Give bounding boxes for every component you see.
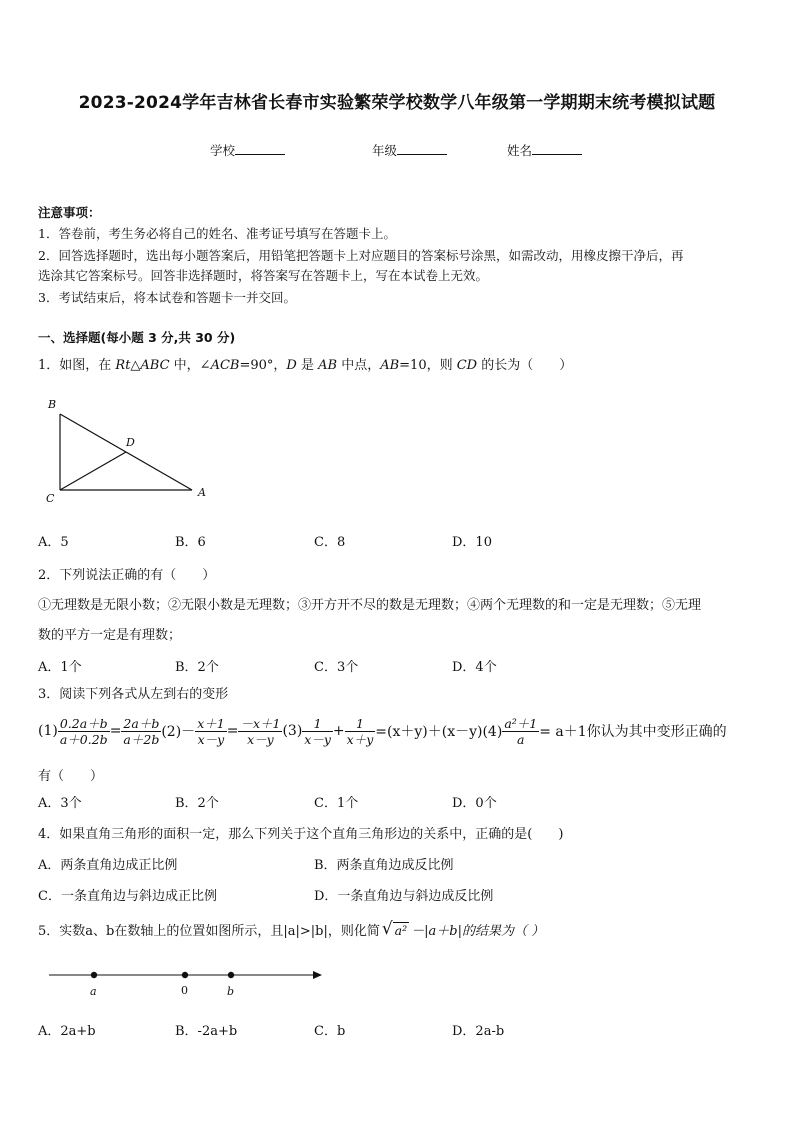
label-a: A	[198, 486, 206, 499]
q3-option-b[interactable]: B．2个	[175, 796, 219, 811]
q3-tail: 有（ ）	[38, 769, 104, 784]
q3-fraction-4	[238, 716, 282, 747]
q1-var: Rt△ABC	[115, 358, 170, 373]
q1-var: AB	[318, 358, 338, 373]
q3-conclusion: = a＋1你认为其中变形正确的	[539, 724, 727, 740]
label-b: b	[227, 985, 235, 998]
equals-sign: =	[109, 723, 122, 739]
plus-sign: +	[332, 723, 345, 739]
fraction-denominator: a＋2b	[123, 731, 160, 747]
q4-option-b[interactable]: B．两条直角边成反比例	[314, 858, 454, 873]
grade-field	[372, 141, 447, 159]
segment-cd	[60, 452, 126, 490]
q5-option-d[interactable]: D．2a-b	[452, 1024, 505, 1039]
q1-var: AB	[380, 358, 400, 373]
q1-stem	[38, 354, 572, 373]
q3-label-1: (1)	[38, 723, 58, 739]
q1-text: =10，则	[399, 358, 457, 373]
q1-var: CD	[456, 358, 478, 373]
q3-fraction-2	[121, 716, 161, 747]
name-label: 姓名	[507, 143, 533, 158]
q2-line-1: ①无理数是无限小数；②无限小数是无理数；③开方开不尽的数是无理数；④两个无理数的和一定是无理数；⑤无理	[38, 598, 702, 613]
q3-fraction-1	[58, 716, 110, 747]
q1-var: D	[286, 358, 297, 373]
name-blank	[532, 142, 582, 155]
q4-stem: 4．如果直角三角形的面积一定，那么下列关于这个直角三角形边的关系中，正确的是( )	[38, 827, 564, 842]
fraction-denominator: x－y	[304, 731, 331, 747]
fraction-denominator: a＋0.2b	[59, 731, 108, 747]
q5-stem	[38, 920, 544, 939]
q1-option-d[interactable]: D．10	[452, 535, 492, 550]
q1-triangle-figure	[40, 392, 220, 507]
fraction-numerator: x＋1	[197, 715, 225, 731]
q1-text: 中点，	[337, 358, 381, 373]
q2-option-b[interactable]: B．2个	[175, 660, 219, 675]
q5-text-b: －|a＋b|的结果为（ ）	[411, 924, 545, 939]
grade-blank	[397, 142, 447, 155]
q3-label-2: (2)－	[161, 724, 196, 740]
fraction-denominator: x＋y	[346, 731, 374, 747]
q1-text: 中，∠	[169, 358, 211, 373]
notice-item-1: 1．答卷前，考生务必将自己的姓名、准考证号填写在答题卡上。	[38, 226, 396, 241]
q3-option-c[interactable]: C．1个	[314, 796, 359, 811]
name-field	[507, 141, 582, 159]
notice-heading: 注意事项：	[38, 205, 101, 220]
fraction-numerator: 1	[345, 716, 376, 732]
fraction-numerator: a²＋1	[504, 715, 538, 731]
fraction-numerator: －x＋1	[240, 715, 281, 731]
q3-fraction-6	[345, 716, 376, 747]
q4-option-a[interactable]: A．两条直角边成正比例	[38, 858, 178, 873]
point-b	[228, 972, 234, 978]
q3-fraction-3	[195, 716, 227, 747]
label-c: C	[46, 492, 55, 505]
fraction-numerator: 0.2a＋b	[59, 715, 108, 731]
q1-text: 1．如图，在	[38, 358, 116, 373]
q1-text: =90°，	[239, 358, 287, 373]
grade-label: 年级	[372, 143, 398, 158]
q2-stem: 2．下列说法正确的有（ ）	[38, 568, 216, 583]
q2-option-c[interactable]: C．3个	[314, 660, 359, 675]
fraction-numerator: 1	[302, 716, 333, 732]
fraction-denominator: x－y	[197, 731, 225, 747]
notice-item-3: 3．考试结束后，将本试卷和答题卡一并交回。	[38, 290, 296, 305]
q3-stem: 3．阅读下列各式从左到右的变形	[38, 687, 229, 702]
notice-item-2: 2．回答选择题时，选出每小题答案后，用铅笔把答题卡上对应题目的答案标号涂黑，如需改动，用橡皮擦干净后，再	[38, 248, 684, 263]
sqrt-icon: √	[381, 919, 393, 939]
fraction-denominator: x－y	[247, 731, 274, 747]
q5-number-line	[45, 960, 335, 1000]
school-label: 学校	[210, 143, 236, 158]
q5-option-b[interactable]: B．-2a+b	[175, 1024, 238, 1039]
q3-fraction-7	[502, 716, 539, 747]
q1-text: 的长为（ ）	[477, 358, 573, 373]
q3-option-a[interactable]: A．3个	[38, 796, 82, 811]
q5-option-c[interactable]: C．b	[314, 1024, 346, 1039]
q5-option-a[interactable]: A．2a+b	[38, 1024, 96, 1039]
q2-line-2: 数的平方一定是有理数；	[38, 628, 182, 643]
q1-option-c[interactable]: C．8	[314, 535, 346, 550]
q3-option-d[interactable]: D．0个	[452, 796, 497, 811]
q3-label-3: (3)	[282, 723, 303, 739]
section-heading: 一、选择题(每小题 3 分,共 30 分)	[38, 330, 236, 345]
school-blank	[235, 142, 285, 155]
label-b: B	[48, 398, 57, 411]
q3-fraction-5	[302, 716, 333, 747]
fraction-numerator: 2a＋b	[123, 715, 160, 731]
axis-arrow-icon	[313, 971, 322, 979]
notice-item-2-cont: 选涂其它答案标号。回答非选择题时，将答案写在答题卡上，写在本试卷上无效。	[38, 268, 489, 283]
label-a: a	[90, 985, 97, 998]
q1-option-b[interactable]: B．6	[175, 535, 206, 550]
school-field	[210, 141, 285, 159]
point-a	[91, 972, 97, 978]
point-zero	[182, 972, 188, 978]
q1-var: ACB	[210, 358, 240, 373]
radicand: a²	[394, 923, 408, 938]
label-zero: 0	[181, 984, 188, 997]
fraction-denominator: a	[517, 731, 525, 747]
q4-option-c[interactable]: C．一条直角边与斜边成正比例	[38, 889, 217, 904]
q5-text-a: 5．实数a、b在数轴上的位置如图所示，且|a|>|b|，则化简	[38, 924, 380, 939]
q2-option-d[interactable]: D．4个	[452, 660, 497, 675]
q3-label-4: =(x＋y)＋(x－y)(4)	[375, 724, 503, 740]
label-d: D	[126, 436, 135, 449]
q5-radical	[382, 921, 409, 938]
q1-option-a[interactable]: A．5	[38, 535, 69, 550]
page-title: 2023-2024学年吉林省长春市实验繁荣学校数学八年级第一学期期末统考模拟试题	[78, 93, 716, 113]
q3-expression	[38, 710, 727, 752]
q1-text: 是	[296, 358, 319, 373]
q4-option-d[interactable]: D．一条直角边与斜边成反比例	[314, 889, 494, 904]
equals-sign: =	[226, 723, 239, 739]
q2-option-a[interactable]: A．1个	[38, 660, 82, 675]
